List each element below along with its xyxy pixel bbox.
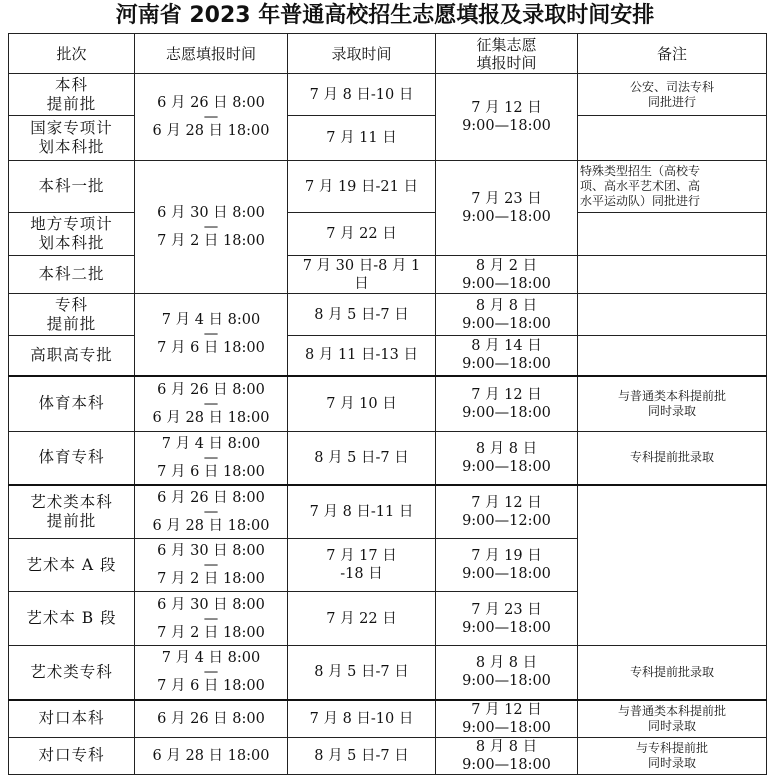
header-batch: 批次	[9, 34, 135, 74]
header-admission-time: 录取时间	[288, 34, 436, 74]
fill-time-cell: 6 月 26 日 8:00 — 6 月 28 日 18:00	[135, 376, 288, 432]
remarks-cell: 与普通类本科提前批 同时录取	[578, 700, 767, 738]
remarks-cell: 与普通类本科提前批 同时录取	[578, 376, 767, 432]
table-row	[9, 294, 767, 336]
table-row	[9, 74, 767, 116]
collect-time-cell: 8 月 8 日 9:00—18:00	[436, 737, 578, 774]
admission-cell: 8 月 5 日-7 日	[288, 737, 436, 774]
admission-cell: 8 月 11 日-13 日	[288, 336, 436, 376]
batch-cell: 艺术类本科 提前批	[9, 485, 135, 539]
fill-time-cell: 7 月 4 日 8:00 — 7 月 6 日 18:00	[135, 294, 288, 376]
collect-time-cell: 7 月 23 日 9:00—18:00	[436, 592, 578, 646]
collect-time-cell: 7 月 19 日 9:00—18:00	[436, 539, 578, 592]
batch-cell: 高职高专批	[9, 336, 135, 376]
collect-time-cell: 8 月 8 日 9:00—18:00	[436, 646, 578, 700]
admission-cell: 8 月 5 日-7 日	[288, 432, 436, 485]
table-row	[9, 376, 767, 432]
batch-cell: 体育专科	[9, 432, 135, 485]
admission-cell: 7 月 22 日	[288, 213, 436, 256]
collect-time-cell: 8 月 2 日 9:00—18:00	[436, 256, 578, 294]
batch-cell: 地方专项计 划本科批	[9, 213, 135, 256]
admission-cell: 7 月 22 日	[288, 592, 436, 646]
table-row	[9, 485, 767, 539]
admission-cell: 8 月 5 日-7 日	[288, 294, 436, 336]
fill-time-cell: 6 月 30 日 8:00 — 7 月 2 日 18:00	[135, 592, 288, 646]
batch-cell: 对口本科	[9, 700, 135, 738]
batch-cell: 本科一批	[9, 161, 135, 213]
admission-cell: 7 月 8 日-10 日	[288, 700, 436, 738]
collect-time-cell: 8 月 8 日 9:00—18:00	[436, 432, 578, 485]
table-row	[9, 213, 767, 256]
batch-cell: 艺术本 A 段	[9, 539, 135, 592]
batch-cell: 艺术类专科	[9, 646, 135, 700]
remarks-cell: 专科提前批录取	[578, 646, 767, 700]
collect-time-cell: 7 月 12 日 9:00—12:00	[436, 485, 578, 539]
header-fill-time: 志愿填报时间	[135, 34, 288, 74]
remarks-cell	[578, 485, 767, 646]
batch-cell: 国家专项计 划本科批	[9, 116, 135, 161]
table-row	[9, 116, 767, 161]
table-row	[9, 700, 767, 738]
collect-time-cell: 8 月 8 日 9:00—18:00	[436, 294, 578, 336]
admission-cell: 7 月 17 日 -18 日	[288, 539, 436, 592]
batch-cell: 本科二批	[9, 256, 135, 294]
remarks-cell	[578, 213, 767, 256]
fill-time-cell: 6 月 30 日 8:00 — 7 月 2 日 18:00	[135, 539, 288, 592]
admission-cell: 7 月 19 日-21 日	[288, 161, 436, 213]
admission-cell: 7 月 8 日-11 日	[288, 485, 436, 539]
fill-time-cell: 6 月 26 日 8:00	[135, 700, 288, 738]
batch-cell: 对口专科	[9, 737, 135, 774]
fill-time-cell: 6 月 26 日 8:00 — 6 月 28 日 18:00	[135, 485, 288, 539]
header-collect-time: 征集志愿 填报时间	[436, 34, 578, 74]
table-row	[9, 432, 767, 485]
batch-cell: 艺术本 B 段	[9, 592, 135, 646]
header-remarks: 备注	[578, 34, 767, 74]
remarks-cell	[578, 116, 767, 161]
remarks-cell: 与专科提前批 同时录取	[578, 737, 767, 774]
remarks-cell	[578, 256, 767, 294]
admission-cell: 7 月 30 日-8 月 1 日	[288, 256, 436, 294]
table-row	[9, 161, 767, 213]
fill-time-cell: 7 月 4 日 8:00 — 7 月 6 日 18:00	[135, 432, 288, 485]
schedule-table	[8, 33, 767, 775]
remarks-cell: 专科提前批录取	[578, 432, 767, 485]
fill-time-cell: 7 月 4 日 8:00 — 7 月 6 日 18:00	[135, 646, 288, 700]
table-row	[9, 646, 767, 700]
remarks-cell: 特殊类型招生（高校专 项、高水平艺术团、高 水平运动队）同批进行	[578, 161, 767, 213]
batch-cell: 体育本科	[9, 376, 135, 432]
table-row	[9, 256, 767, 294]
collect-time-cell: 8 月 14 日 9:00—18:00	[436, 336, 578, 376]
admission-cell: 7 月 11 日	[288, 116, 436, 161]
collect-time-cell: 7 月 23 日 9:00—18:00	[436, 161, 578, 256]
page-title: 河南省 2023 年普通高校招生志愿填报及录取时间安排	[115, 3, 655, 28]
table-row	[9, 737, 767, 774]
admission-cell: 7 月 8 日-10 日	[288, 74, 436, 116]
collect-time-cell: 7 月 12 日 9:00—18:00	[436, 700, 578, 738]
admission-cell: 8 月 5 日-7 日	[288, 646, 436, 700]
remarks-cell: 公安、司法专科 同批进行	[578, 74, 767, 116]
collect-time-cell: 7 月 12 日 9:00—18:00	[436, 376, 578, 432]
collect-time-cell: 7 月 12 日 9:00—18:00	[436, 74, 578, 161]
header-row	[9, 34, 767, 74]
fill-time-cell: 6 月 30 日 8:00 — 7 月 2 日 18:00	[135, 161, 288, 294]
fill-time-cell: 6 月 28 日 18:00	[135, 737, 288, 774]
batch-cell: 专科 提前批	[9, 294, 135, 336]
remarks-cell	[578, 294, 767, 336]
batch-cell: 本科 提前批	[9, 74, 135, 116]
fill-time-cell: 6 月 26 日 8:00 — 6 月 28 日 18:00	[135, 74, 288, 161]
table-row	[9, 336, 767, 376]
remarks-cell	[578, 336, 767, 376]
admission-cell: 7 月 10 日	[288, 376, 436, 432]
